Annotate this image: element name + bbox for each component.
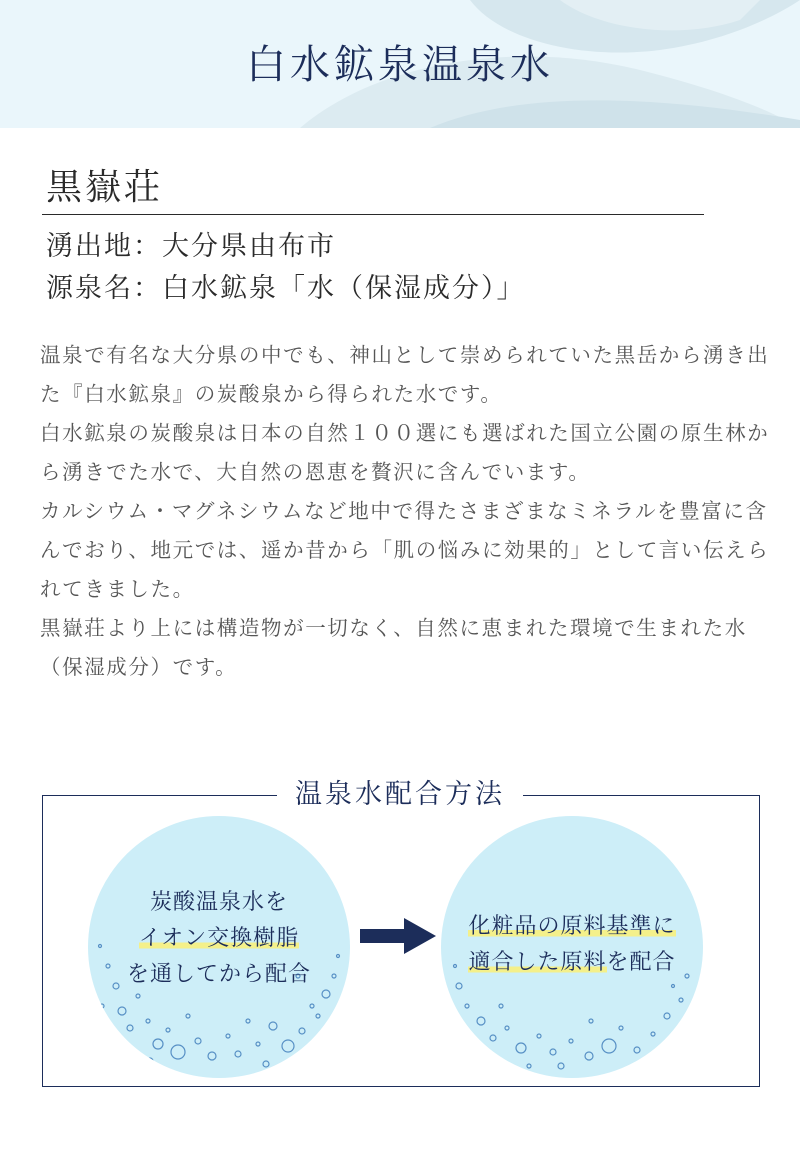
step-1-circle: [88, 816, 350, 1078]
description-paragraph: カルシウム・マグネシウムなど地中で得たさまざまなミネラルを豊富に含んでおり、地元では、遥か昔から「肌の悩みに効果的」として言い伝えられてきました。: [40, 499, 770, 601]
step-2-circle: [441, 816, 703, 1078]
step-1-line-1: 炭酸温泉水を: [149, 890, 288, 915]
step-2-line-2-rest: を配合: [606, 950, 676, 975]
description: [40, 336, 780, 687]
divider: [42, 214, 704, 215]
description-paragraph: 黒嶽荘より上には構造物が一切なく、自然に恵まれた環境で生まれた水（保湿成分）です。: [40, 616, 747, 679]
spring-name: 源泉名：白水鉱泉「水（保湿成分）」: [46, 273, 526, 304]
step-1-line-3: を通してから配合: [126, 962, 311, 987]
method-title: 温泉水配合方法: [277, 775, 523, 815]
method-heading: [0, 775, 800, 815]
right-arrow-icon: [360, 918, 436, 954]
description-paragraph: 白水鉱泉の炭酸泉は日本の自然１００選にも選ばれた国立公園の原生林から湧きでた水で、大自然の恩恵を贅沢に含んでいます。: [40, 421, 770, 484]
page-title: 白水鉱泉温泉水: [246, 42, 554, 88]
source-name: 黒嶽荘: [46, 167, 164, 208]
step-2-line-1: [441, 910, 703, 944]
step-1-line-2: [88, 922, 350, 956]
step-2-highlight-1: 化粧品の原料基準に: [468, 914, 676, 939]
header-banner: [0, 0, 800, 128]
origin-location: 湧出地：大分県由布市: [46, 231, 336, 262]
step-1-highlight: イオン交換樹脂: [138, 926, 300, 951]
step-2-highlight-2: 適合した原料: [468, 950, 607, 975]
step-2-line-2: [441, 946, 703, 980]
description-paragraph: 温泉で有名な大分県の中でも、神山として崇められていた黒岳から湧き出た『白水鉱泉』の炭酸泉から得られた水です。: [40, 343, 770, 406]
